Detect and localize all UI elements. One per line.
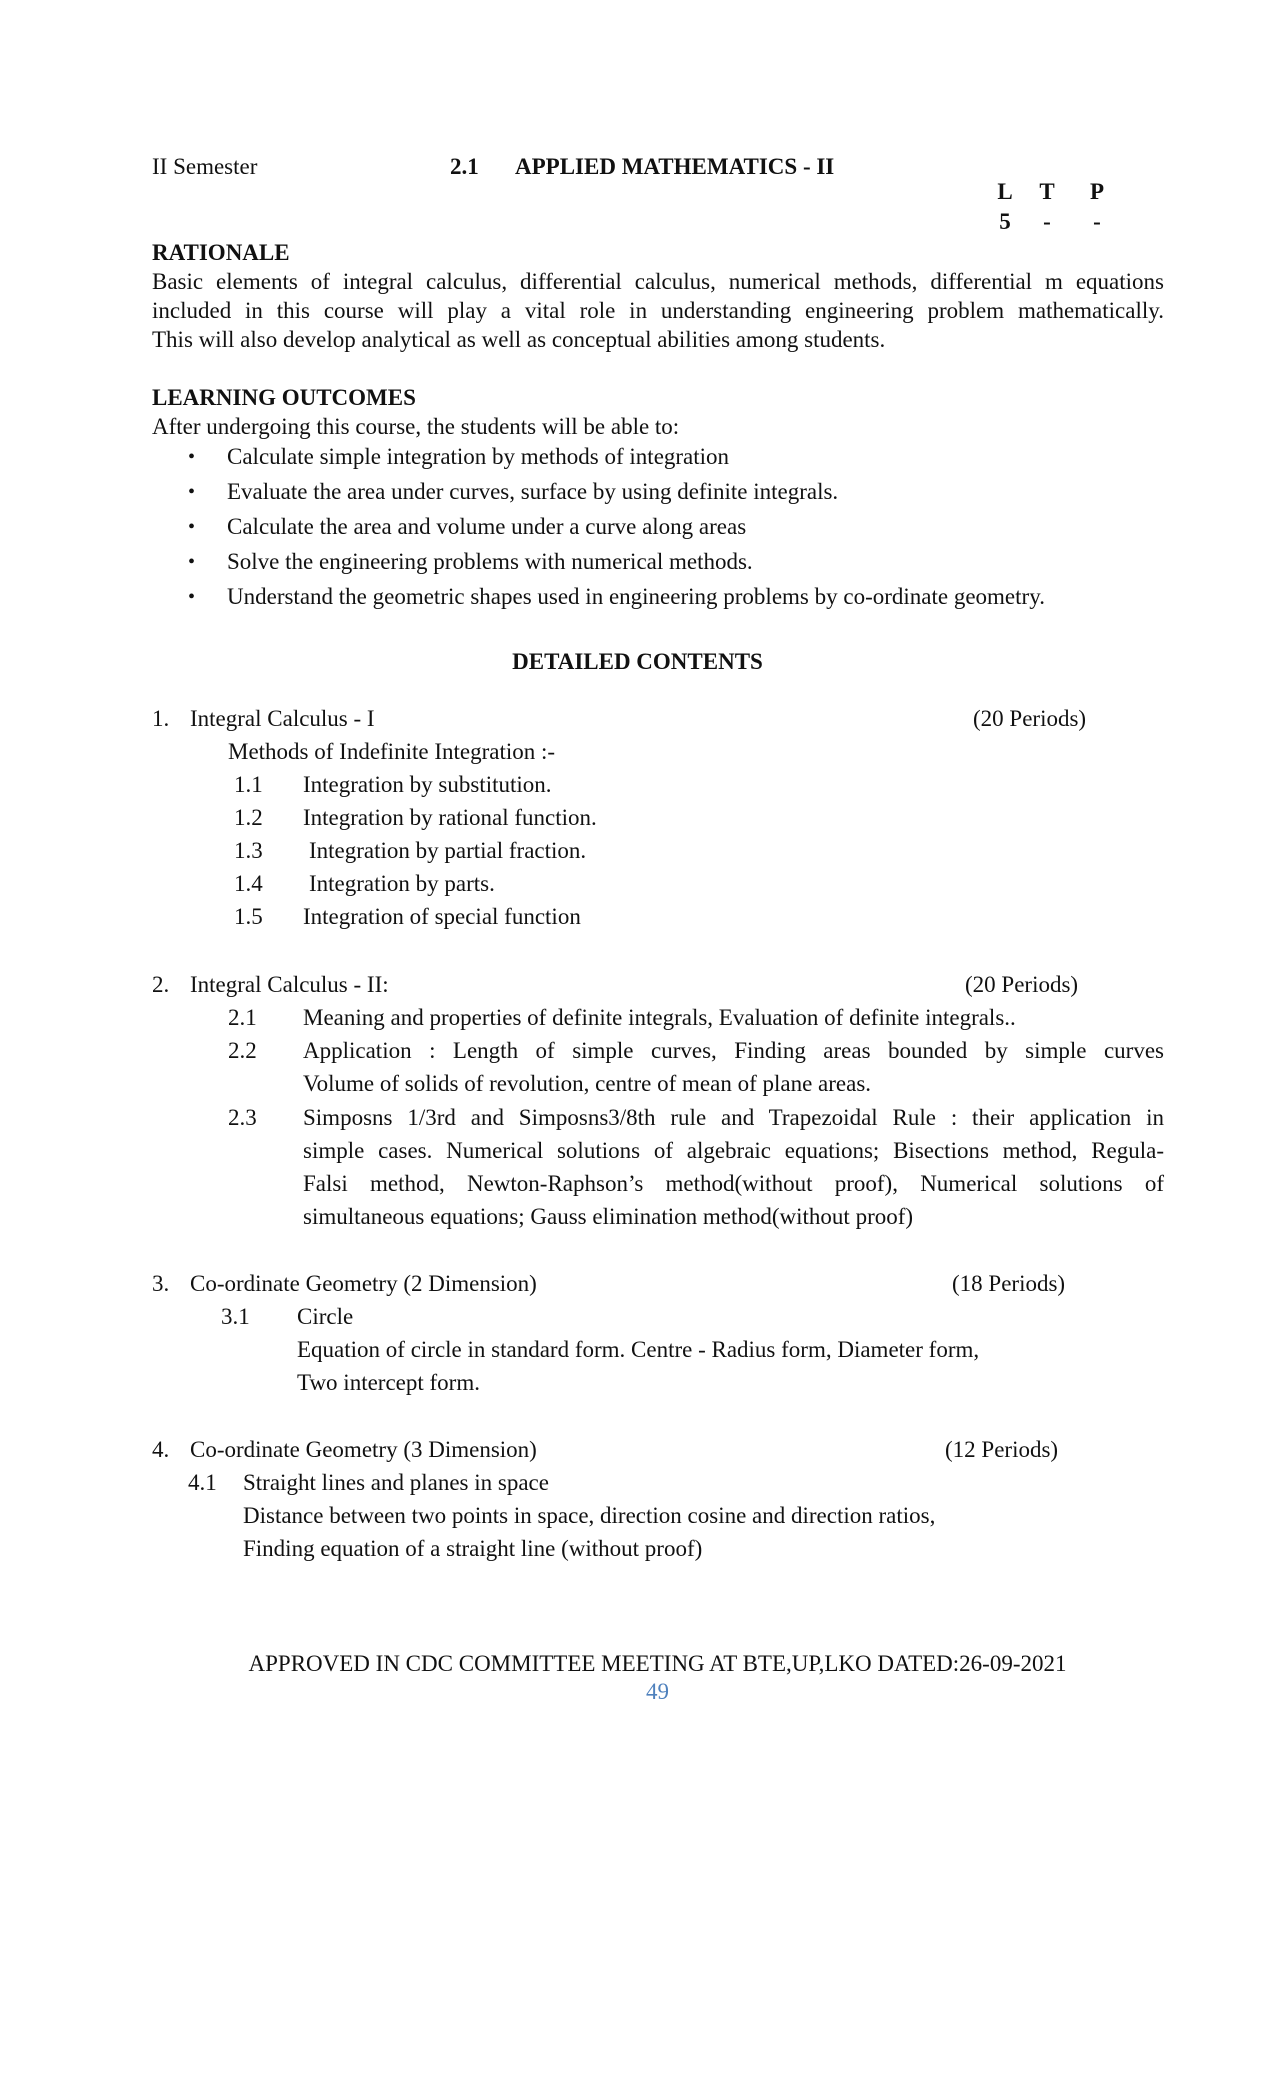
bullet-icon: •: [188, 446, 196, 468]
list-item: Calculate simple integration by methods of integration: [227, 444, 730, 469]
unit-number: 4.: [152, 1437, 170, 1462]
item-number: 2.1: [228, 1005, 257, 1030]
item-title: Circle: [297, 1304, 354, 1329]
ltp-header-l: L: [997, 179, 1013, 204]
item-text: Distance between two points in space, direction cosine and direction ratios,: [243, 1503, 936, 1528]
item-text: simple cases. Numerical solutions of algebraic equations; Bisections method, Regula-: [303, 1138, 1164, 1163]
bullet-icon: •: [188, 586, 196, 608]
detailed-contents-heading: DETAILED CONTENTS: [512, 649, 763, 674]
item-text: Integration of special function: [303, 904, 581, 929]
unit-periods: (20 Periods): [973, 706, 1087, 731]
item-text: Simposns 1/3rd and Simposns3/8th rule and Trapezoidal Rule : their application in: [303, 1105, 1164, 1130]
item-text: simultaneous equations; Gauss elimination method(without proof): [303, 1204, 914, 1229]
unit-title: Integral Calculus - I: [190, 706, 375, 731]
item-title: Straight lines and planes in space: [243, 1470, 549, 1495]
item-number: 1.3: [234, 838, 263, 863]
bullet-icon: •: [188, 551, 196, 573]
bullet-icon: •: [188, 516, 196, 538]
ltp-value-row: [990, 208, 1110, 238]
item-text: Two intercept form.: [297, 1370, 480, 1395]
approval-footer: APPROVED IN CDC COMMITTEE MEETING AT BTE,UP,LKO DATED:26-09-2021: [248, 1651, 1067, 1676]
bullet-icon: •: [188, 481, 196, 503]
semester-label: II Semester: [152, 154, 258, 179]
ltp-value-t: -: [1043, 209, 1051, 234]
rationale-line: Basic elements of integral calculus, differential calculus, numerical methods, differential m equations: [152, 269, 1164, 294]
unit-number: 2.: [152, 972, 170, 997]
item-text: Finding equation of a straight line (without proof): [243, 1536, 703, 1561]
list-item: Solve the engineering problems with numerical methods.: [227, 549, 753, 574]
unit-periods: (18 Periods): [952, 1271, 1066, 1296]
item-text: Integration by rational function.: [303, 805, 597, 830]
page-number: 49: [646, 1679, 669, 1704]
course-title: APPLIED MATHEMATICS - II: [515, 154, 835, 179]
rationale-heading: RATIONALE: [152, 240, 290, 265]
unit-number: 3.: [152, 1271, 170, 1296]
unit-number: 1.: [152, 706, 170, 731]
item-text: Integration by parts.: [309, 871, 495, 896]
ltp-header-p: P: [1089, 179, 1105, 204]
item-number: 2.2: [228, 1038, 257, 1063]
item-text: Application : Length of simple curves, Finding areas bounded by simple curves: [303, 1038, 1164, 1063]
ltp-header-t: T: [1039, 179, 1055, 204]
rationale-line: included in this course will play a vital role in understanding engineering problem mathematically.: [152, 298, 1164, 323]
ltp-header-row: [990, 178, 1110, 208]
item-text: Equation of circle in standard form. Centre - Radius form, Diameter form,: [297, 1337, 980, 1362]
list-item: Calculate the area and volume under a curve along areas: [227, 514, 747, 539]
course-code: 2.1: [450, 154, 479, 179]
item-number: 2.3: [228, 1105, 257, 1130]
unit-periods: (12 Periods): [945, 1437, 1059, 1462]
item-number: 3.1: [221, 1304, 250, 1329]
list-item: Understand the geometric shapes used in engineering problems by co-ordinate geometry.: [227, 584, 1045, 609]
item-number: 1.5: [234, 904, 263, 929]
unit-title: Co-ordinate Geometry (2 Dimension): [190, 1271, 537, 1296]
item-number: 1.4: [234, 871, 263, 896]
ltp-table: [990, 178, 1110, 238]
item-text: Falsi method, Newton-Raphson’s method(without proof), Numerical solutions of: [303, 1171, 1164, 1196]
rationale-line: This will also develop analytical as well as conceptual abilities among students.: [152, 327, 886, 352]
item-text: Volume of solids of revolution, centre of mean of plane areas.: [303, 1071, 872, 1096]
unit-title: Integral Calculus - II:: [190, 972, 389, 997]
item-text: Meaning and properties of definite integrals, Evaluation of definite integrals..: [303, 1005, 1016, 1030]
list-item: Evaluate the area under curves, surface by using definite integrals.: [227, 479, 839, 504]
ltp-value-l: 5: [999, 209, 1011, 234]
item-text: Integration by substitution.: [303, 772, 552, 797]
learning-outcomes-heading: LEARNING OUTCOMES: [152, 385, 416, 410]
unit-title: Co-ordinate Geometry (3 Dimension): [190, 1437, 537, 1462]
unit-subheading: Methods of Indefinite Integration :-: [228, 739, 556, 764]
item-text: Integration by partial fraction.: [309, 838, 587, 863]
unit-periods: (20 Periods): [965, 972, 1079, 997]
item-number: 1.2: [234, 805, 263, 830]
item-number: 1.1: [234, 772, 263, 797]
learning-outcomes-intro: After undergoing this course, the students will be able to:: [152, 414, 680, 439]
item-number: 4.1: [188, 1470, 217, 1495]
ltp-value-p: -: [1093, 209, 1101, 234]
